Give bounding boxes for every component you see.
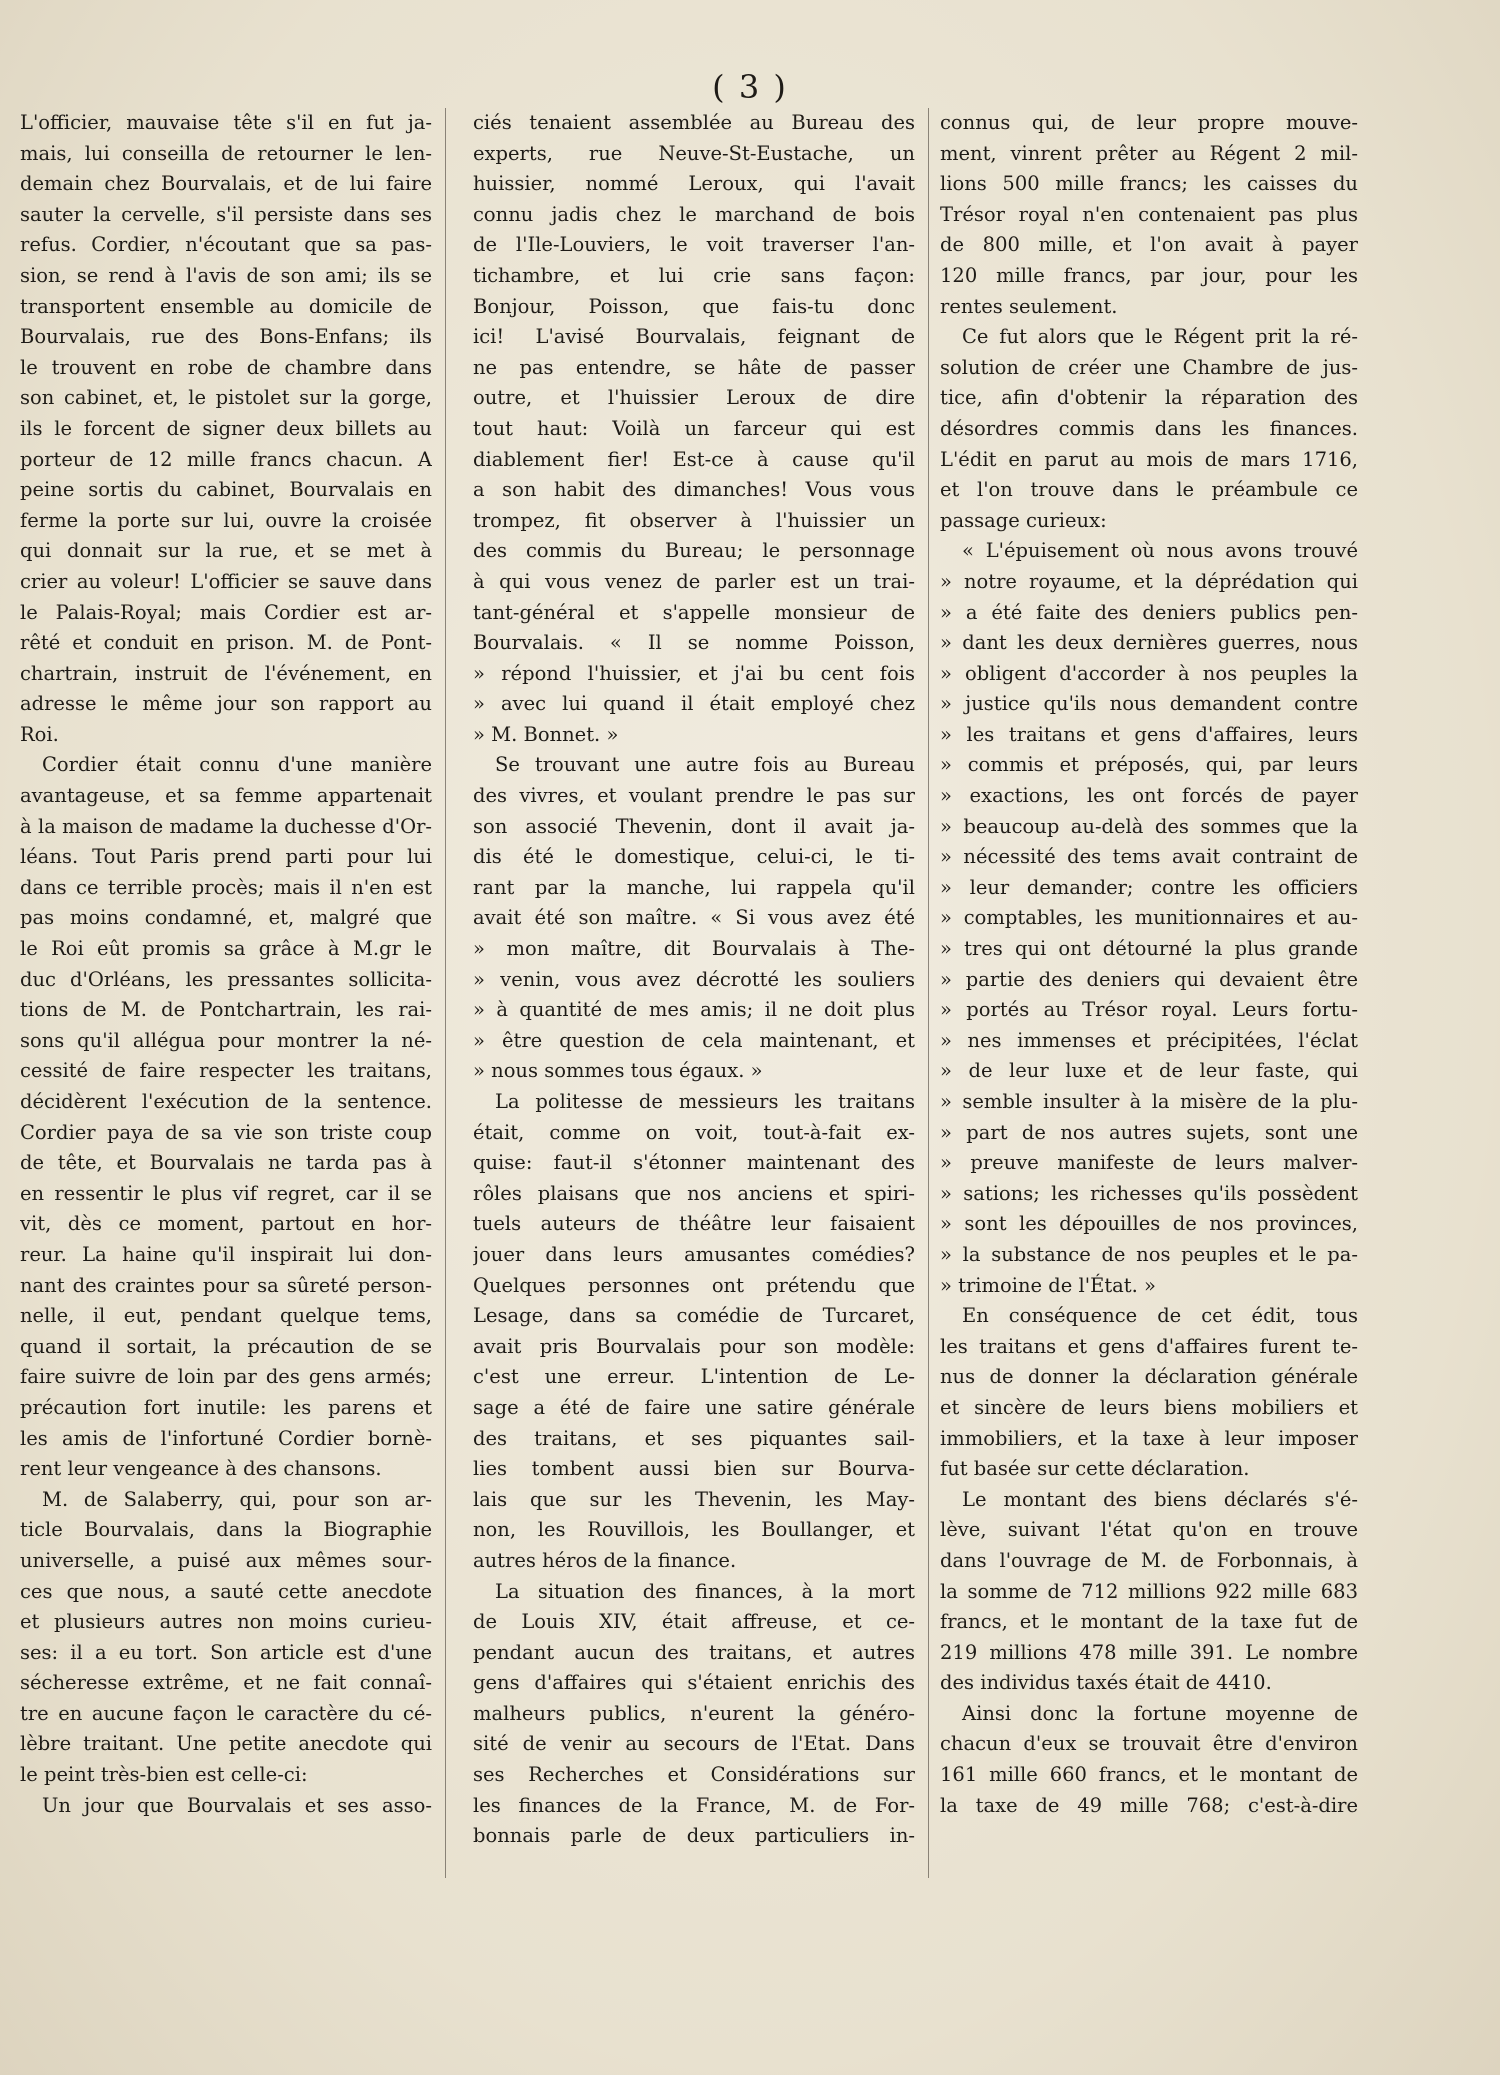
text-line: » nécessité des tems avait contraint de: [940, 845, 1358, 869]
text-line: tout haut: Voilà un farceur qui est: [473, 416, 915, 440]
text-line: lais que sur les Thevenin, les May-: [473, 1487, 915, 1511]
text-line: rant par la manche, lui rappela qu'il: [473, 875, 915, 899]
text-line: dans ce terrible procès; mais il n'en est: [20, 875, 432, 899]
text-line: la somme de 712 millions 922 mille 683: [940, 1579, 1358, 1603]
text-line: ici! L'avisé Bourvalais, feignant de: [473, 325, 915, 349]
text-line: les traitans et gens d'affaires furent te-: [940, 1334, 1358, 1358]
text-line: avait pris Bourvalais pour son modèle:: [473, 1334, 915, 1358]
text-line: » les traitans et gens d'affaires, leurs: [940, 722, 1358, 746]
text-line: ces que nous, a sauté cette anecdote: [20, 1579, 432, 1603]
text-line: sion, se rend à l'avis de son ami; ils se: [20, 263, 432, 287]
text-line: ne pas entendre, se hâte de passer: [473, 355, 915, 379]
text-line: » obligent d'accorder à nos peuples la: [940, 661, 1358, 685]
text-line: les amis de l'infortuné Cordier bornè-: [20, 1426, 432, 1450]
text-line: les finances de la France, M. de For-: [473, 1793, 915, 1817]
text-line: passage curieux:: [940, 508, 1107, 532]
text-line: experts, rue Neuve-St-Eustache, un: [473, 141, 915, 165]
text-line: Bonjour, Poisson, que fais-tu donc: [473, 294, 915, 318]
text-line: précaution fort inutile: les parens et: [20, 1395, 432, 1419]
text-line: francs, et le montant de la taxe fut de: [940, 1610, 1358, 1634]
text-line: » répond l'huissier, et j'ai bu cent fois: [473, 661, 915, 685]
text-line: » nes immenses et précipitées, l'éclat: [940, 1028, 1358, 1052]
text-line: gens d'affaires qui s'étaient enrichis des: [473, 1671, 915, 1695]
text-line: rêté et conduit en prison. M. de Pont-: [20, 631, 432, 655]
column-divider-1: [445, 108, 446, 1878]
text-line: En conséquence de cet édit, tous: [962, 1304, 1358, 1328]
text-line: solution de créer une Chambre de jus-: [940, 355, 1358, 379]
text-line: a son habit des dimanches! Vous vous: [473, 478, 915, 502]
text-line: » justice qu'ils nous demandent contre: [940, 692, 1358, 716]
text-line: vit, dès ce moment, partout en hor-: [20, 1212, 432, 1236]
text-line: trompez, fit observer à l'huissier un: [473, 508, 915, 532]
text-line: nus de donner la déclaration générale: [940, 1365, 1358, 1389]
text-line: La situation des finances, à la mort: [495, 1579, 915, 1603]
text-column-3: [940, 108, 1358, 1821]
text-line: huissier, nommé Leroux, qui l'avait: [473, 172, 915, 196]
text-line: connu jadis chez le marchand de bois: [473, 202, 915, 226]
text-line: en ressentir le plus vif regret, car il se: [20, 1181, 432, 1205]
text-line: sons qu'il allégua pour montrer la né-: [20, 1028, 432, 1052]
text-line: bonnais parle de deux particuliers in-: [473, 1824, 915, 1848]
text-line: tant-général et s'appelle monsieur de: [473, 600, 915, 624]
text-line: 120 mille francs, par jour, pour les: [940, 263, 1358, 287]
text-line: » portés au Trésor royal. Leurs fortu-: [940, 998, 1358, 1022]
text-line: rentes seulement.: [940, 294, 1118, 318]
text-line: » exactions, les ont forcés de payer: [940, 784, 1358, 808]
text-line: ses: il a eu tort. Son article est d'une: [20, 1640, 432, 1664]
text-line: Quelques personnes ont prétendu que: [473, 1273, 915, 1297]
text-line: tice, afin d'obtenir la réparation des: [940, 386, 1358, 410]
text-line: immobiliers, et la taxe à leur imposer: [940, 1426, 1358, 1450]
text-line: décidèrent l'exécution de la sentence.: [20, 1090, 432, 1113]
text-line: Lesage, dans sa comédie de Turcaret,: [473, 1304, 915, 1328]
text-line: tions de M. de Pontchartrain, les rai-: [20, 998, 432, 1022]
text-line: et l'on trouve dans le préambule ce: [940, 478, 1358, 502]
text-line: et plusieurs autres non moins curieu-: [20, 1610, 432, 1634]
text-line: mais, lui conseilla de retourner le len-: [20, 141, 432, 165]
text-line: L'édit en parut au mois de mars 1716,: [940, 447, 1358, 471]
text-line: » preuve manifeste de leurs malver-: [940, 1151, 1358, 1175]
text-line: quand il sortait, la précaution de se: [20, 1334, 432, 1358]
text-line: nant des craintes pour sa sûreté person-: [20, 1273, 432, 1297]
text-line: rent leur vengeance à des chansons.: [20, 1457, 382, 1481]
text-line: de tête, et Bourvalais ne tarda pas à: [20, 1151, 432, 1175]
text-line: duc d'Orléans, les pressantes sollicita-: [20, 967, 432, 991]
text-line: ciés tenaient assemblée au Bureau des: [473, 111, 915, 134]
text-line: le Roi eût promis sa grâce à M.gr le: [20, 937, 432, 961]
text-line: reur. La haine qu'il inspirait lui don-: [20, 1242, 432, 1266]
text-line: pendant aucun des traitans, et autres: [473, 1640, 915, 1664]
text-line: » tres qui ont détourné la plus grande: [940, 937, 1358, 961]
text-line: porteur de 12 mille francs chacun. A: [20, 447, 432, 471]
text-line: ment, vinrent prêter au Régent 2 mil-: [940, 141, 1358, 165]
text-line: 161 mille 660 francs, et le montant de: [940, 1763, 1358, 1787]
text-line: L'officier, mauvaise tête s'il en fut ja-: [20, 111, 432, 134]
text-line: léans. Tout Paris prend parti pour lui: [20, 845, 432, 869]
text-line: » partie des deniers qui devaient être: [940, 967, 1358, 991]
text-line: Ainsi donc la fortune moyenne de: [962, 1701, 1358, 1725]
text-line: était, comme on voit, tout-à-fait ex-: [473, 1120, 915, 1144]
text-line: » commis et préposés, qui, par leurs: [940, 753, 1358, 777]
text-line: » a été faite des deniers publics pen-: [940, 600, 1358, 624]
text-line: » notre royaume, et la déprédation qui: [940, 569, 1358, 593]
text-line: ils le forcent de signer deux billets au: [20, 416, 432, 440]
text-line: lèbre traitant. Une petite anecdote qui: [20, 1732, 432, 1756]
text-line: universelle, a puisé aux mêmes sour-: [20, 1548, 432, 1572]
text-line: diablement fier! Est-ce à cause qu'il: [473, 447, 915, 471]
text-line: des commis du Bureau; le personnage: [473, 539, 915, 563]
text-line: le peint très-bien est celle-ci:: [20, 1763, 308, 1787]
text-line: » dant les deux dernières guerres, nous: [940, 631, 1358, 655]
text-line: » à quantité de mes amis; il ne doit plus: [473, 998, 915, 1022]
text-line: transportent ensemble au domicile de: [20, 294, 432, 318]
text-line: » la substance de nos peuples et le pa-: [940, 1242, 1358, 1266]
text-line: désordres commis dans les finances.: [940, 416, 1358, 440]
text-line: connus qui, de leur propre mouve-: [940, 111, 1358, 134]
text-line: M. de Salaberry, qui, pour son ar-: [42, 1487, 432, 1511]
text-line: sage a été de faire une satire générale: [473, 1395, 915, 1419]
text-line: » être question de cela maintenant, et: [473, 1028, 915, 1052]
text-line: Cordier paya de sa vie son triste coup: [20, 1120, 432, 1144]
text-line: nelle, il eut, pendant quelque tems,: [20, 1304, 432, 1328]
text-line: » comptables, les munitionnaires et au-: [940, 906, 1358, 930]
text-line: Un jour que Bourvalais et ses asso-: [42, 1793, 432, 1817]
column-divider-2: [928, 108, 929, 1878]
text-line: tichambre, et lui crie sans façon:: [473, 263, 915, 287]
text-line: Se trouvant une autre fois au Bureau: [495, 753, 915, 777]
text-line: adresse le même jour son rapport au: [20, 692, 432, 716]
text-line: lies tombent aussi bien sur Bourva-: [473, 1457, 915, 1481]
text-line: faire suivre de loin par des gens armés;: [20, 1365, 432, 1389]
text-line: de l'Ile-Louviers, le voit traverser l'an-: [473, 233, 915, 257]
text-line: qui donnait sur la rue, et se met à: [20, 539, 432, 563]
text-line: » mon maître, dit Bourvalais à The-: [473, 937, 915, 961]
text-line: le Palais-Royal; mais Cordier est ar-: [20, 600, 432, 624]
text-line: » avec lui quand il était employé chez: [473, 692, 915, 716]
text-line: à la maison de madame la duchesse d'Or-: [20, 814, 432, 838]
text-line: quise: faut-il s'étonner maintenant des: [473, 1151, 915, 1175]
text-line: Trésor royal n'en contenaient pas plus: [940, 202, 1358, 226]
text-line: La politesse de messieurs les traitans: [495, 1090, 915, 1113]
text-line: » venin, vous avez décrotté les souliers: [473, 967, 915, 991]
text-line: » part de nos autres sujets, sont une: [940, 1120, 1358, 1144]
text-line: » M. Bonnet. »: [473, 722, 619, 746]
page-number: ( 3 ): [712, 68, 788, 106]
text-line: c'est une erreur. L'intention de Le-: [473, 1365, 915, 1389]
text-line: à qui vous venez de parler est un trai-: [473, 569, 915, 593]
text-line: jouer dans leurs amusantes comédies?: [473, 1242, 915, 1266]
text-line: chartrain, instruit de l'événement, en: [20, 661, 432, 685]
text-line: Ce fut alors que le Régent prit la ré-: [962, 325, 1358, 349]
text-line: sauter la cervelle, s'il persiste dans ses: [20, 202, 432, 226]
text-line: » sations; les richesses qu'ils possèdent: [940, 1181, 1358, 1205]
text-line: non, les Rouvillois, les Boullanger, et: [473, 1518, 915, 1542]
text-line: ses Recherches et Considérations sur: [473, 1763, 915, 1787]
text-line: sécheresse extrême, et ne fait connaî-: [20, 1671, 432, 1695]
text-line: pas moins condamné, et, malgré que: [20, 906, 432, 930]
text-line: 219 millions 478 mille 391. Le nombre: [940, 1640, 1358, 1664]
text-line: de 800 mille, et l'on avait à payer: [940, 233, 1358, 257]
text-line: Bourvalais, rue des Bons-Enfans; ils: [20, 325, 432, 349]
text-line: dis été le domestique, celui-ci, le ti-: [473, 845, 915, 869]
text-line: des traitans, et ses piquantes sail-: [473, 1426, 915, 1450]
text-line: demain chez Bourvalais, et de lui faire: [20, 172, 432, 196]
text-line: rôles plaisans que nos anciens et spiri-: [473, 1181, 915, 1205]
text-line: peine sortis du cabinet, Bourvalais en: [20, 478, 432, 502]
text-line: dans l'ouvrage de M. de Forbonnais, à: [940, 1548, 1358, 1572]
text-line: lève, suivant l'état qu'on en trouve: [940, 1518, 1358, 1542]
text-line: Roi.: [20, 722, 59, 746]
text-line: ferme la porte sur lui, ouvre la croisée: [20, 508, 432, 532]
text-line: Cordier était connu d'une manière: [42, 753, 432, 777]
text-line: la taxe de 49 mille 768; c'est-à-dire: [940, 1793, 1358, 1817]
text-line: son cabinet, et, le pistolet sur la gorge,: [20, 386, 432, 410]
text-line: avantageuse, et sa femme appartenait: [20, 784, 432, 808]
text-line: outre, et l'huissier Leroux de dire: [473, 386, 915, 410]
text-line: refus. Cordier, n'écoutant que sa pas-: [20, 233, 432, 257]
text-line: son associé Thevenin, dont il avait ja-: [473, 814, 915, 838]
text-line: Bourvalais. « Il se nomme Poisson,: [473, 631, 915, 655]
text-line: cessité de faire respecter les traitans,: [20, 1059, 432, 1083]
text-line: « L'épuisement où nous avons trouvé: [962, 539, 1358, 563]
text-line: » semble insulter à la misère de la plu-: [940, 1090, 1358, 1113]
text-line: crier au voleur! L'officier se sauve dans: [20, 569, 432, 593]
text-line: chacun d'eux se trouvait être d'environ: [940, 1732, 1358, 1756]
text-line: » nous sommes tous égaux. »: [473, 1059, 763, 1083]
text-line: tuels auteurs de théâtre leur faisaient: [473, 1212, 915, 1236]
text-line: » trimoine de l'État. »: [940, 1273, 1156, 1297]
text-line: tre en aucune façon le caractère du cé-: [20, 1701, 432, 1725]
text-line: de Louis XIV, était affreuse, et ce-: [473, 1610, 915, 1634]
text-line: sité de venir au secours de l'Etat. Dans: [473, 1732, 915, 1756]
text-line: ticle Bourvalais, dans la Biographie: [20, 1518, 432, 1542]
text-line: » de leur luxe et de leur faste, qui: [940, 1059, 1358, 1083]
text-line: des vivres, et voulant prendre le pas sur: [473, 784, 915, 808]
text-line: avait été son maître. « Si vous avez été: [473, 906, 915, 930]
text-line: le trouvent en robe de chambre dans: [20, 355, 432, 379]
text-line: » sont les dépouilles de nos provinces,: [940, 1212, 1358, 1236]
text-line: malheurs publics, n'eurent la généro-: [473, 1701, 915, 1725]
text-line: et sincère de leurs biens mobiliers et: [940, 1395, 1358, 1419]
text-line: lions 500 mille francs; les caisses du: [940, 172, 1358, 196]
text-line: » beaucoup au-delà des sommes que la: [940, 814, 1358, 838]
text-line: autres héros de la finance.: [473, 1548, 737, 1572]
text-line: des individus taxés était de 4410.: [940, 1671, 1272, 1695]
text-line: Le montant des biens déclarés s'é-: [962, 1487, 1358, 1511]
text-line: » leur demander; contre les officiers: [940, 875, 1358, 899]
text-column-2: [473, 108, 915, 1852]
text-line: fut basée sur cette déclaration.: [940, 1457, 1250, 1481]
text-column-1: [20, 108, 432, 1821]
